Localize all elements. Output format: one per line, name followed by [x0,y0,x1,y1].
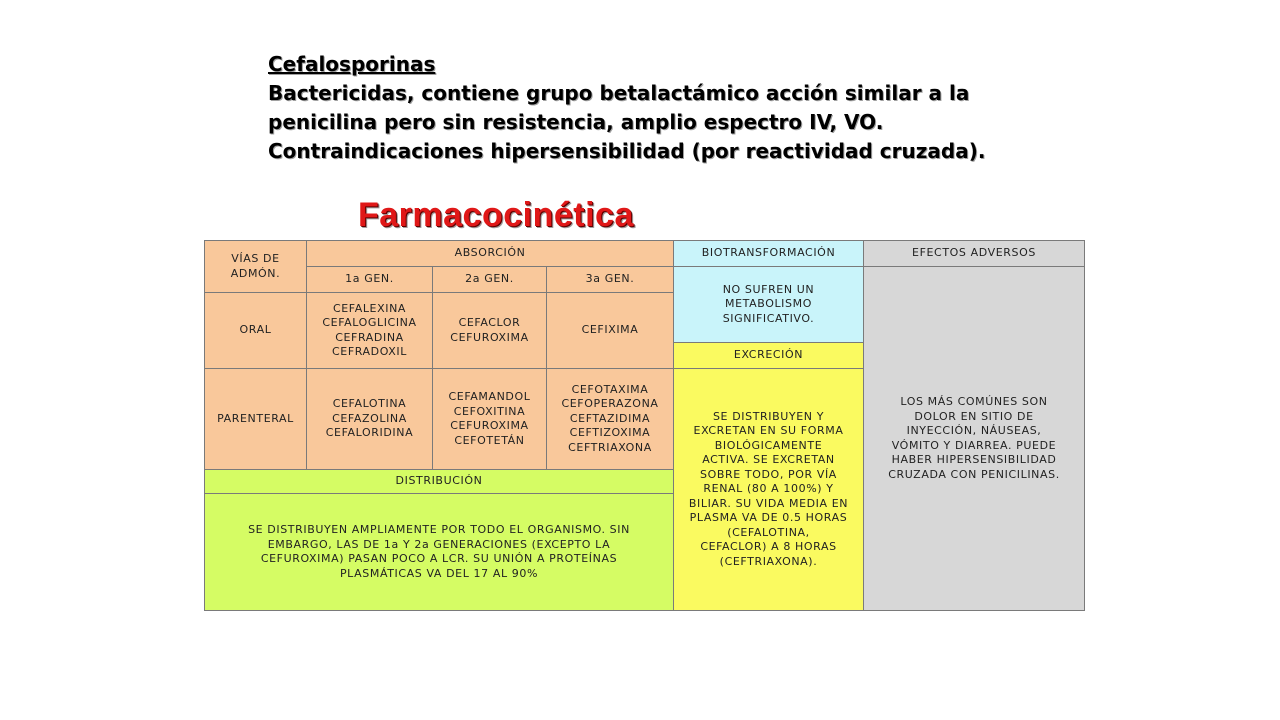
header-gen-3: 3a GEN. [546,266,674,293]
efectos-adversos-text: LOS MÁS COMÚNES SON DOLOR EN SITIO DE INYECCIÓN, NÁUSEAS, VÓMITO Y DIARREA. PUEDE HABER HIPERSENSIBILIDAD CRUZADA CON PENICILINAS. [863,266,1085,611]
parenteral-gen-1-drugs: CEFALOTINA CEFAZOLINA CEFALORIDINA [306,368,433,470]
intro-heading: Cefalosporinas [268,52,436,76]
header-vias-admon: VÍAS DE ADMÓN. [204,240,307,293]
excrecion-text: SE DISTRIBUYEN Y EXCRETAN EN SU FORMA BIOLÓGICAMENTE ACTIVA. SE EXCRETAN SOBRE TODO, POR VÍA RENAL (80 A 100%) Y BILIAR. SU VIDA MEDIA EN PLASMA VA DE 0.5 HORAS (CEFALOTINA, CEFACLOR) A 8 HORAS (CEFTRIAXONA). [673,368,864,611]
header-distribucion: DISTRIBUCIÓN [204,469,674,494]
header-excrecion: EXCRECIÓN [673,342,864,369]
intro-line-3: Contraindicaciones hipersensibilidad (por reactividad cruzada). [268,139,986,163]
intro-line-2: penicilina pero sin resistencia, amplio espectro IV, VO. [268,110,884,134]
header-efectos-adversos: EFECTOS ADVERSOS [863,240,1085,267]
parenteral-gen-2-drugs: CEFAMANDOL CEFOXITINA CEFUROXIMA CEFOTETÁN [432,368,547,470]
row-label-parenteral: PARENTERAL [204,368,307,470]
header-biotransformacion: BIOTRANSFORMACIÓN [673,240,864,267]
intro-line-1: Bactericidas, contiene grupo betalactámico acción similar a la [268,81,970,105]
oral-gen-2-drugs: CEFACLOR CEFUROXIMA [432,292,547,369]
biotransformacion-text: NO SUFREN UN METABOLISMO SIGNIFICATIVO. [673,266,864,343]
header-gen-1: 1a GEN. [306,266,433,293]
oral-gen-3-drugs: CEFIXIMA [546,292,674,369]
row-label-oral: ORAL [204,292,307,369]
parenteral-gen-3-drugs: CEFOTAXIMA CEFOPERAZONA CEFTAZIDIMA CEFTIZOXIMA CEFTRIAXONA [546,368,674,470]
distribucion-text: SE DISTRIBUYEN AMPLIAMENTE POR TODO EL ORGANISMO. SIN EMBARGO, LAS DE 1a Y 2a GENERACIONES (EXCEPTO LA CEFUROXIMA) PASAN POCO A LCR. SU UNIÓN A PROTEÍNAS PLASMÁTICAS VA DEL 17 AL 90% [204,493,674,611]
figure-title: Farmacocinética [358,196,634,234]
intro-text [268,50,1088,166]
oral-gen-1-drugs: CEFALEXINA CEFALOGLICINA CEFRADINA CEFRADOXIL [306,292,433,369]
header-absorcion: ABSORCIÓN [306,240,674,267]
header-gen-2: 2a GEN. [432,266,547,293]
